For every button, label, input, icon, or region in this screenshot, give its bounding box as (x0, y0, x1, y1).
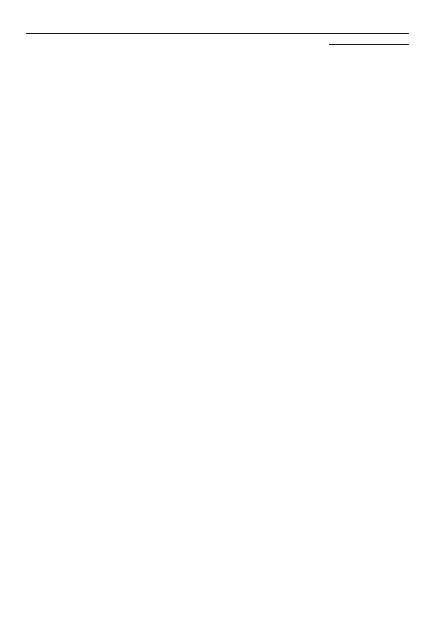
footnote-rule (329, 44, 409, 45)
running-header (26, 18, 409, 30)
header-rule (26, 33, 409, 34)
